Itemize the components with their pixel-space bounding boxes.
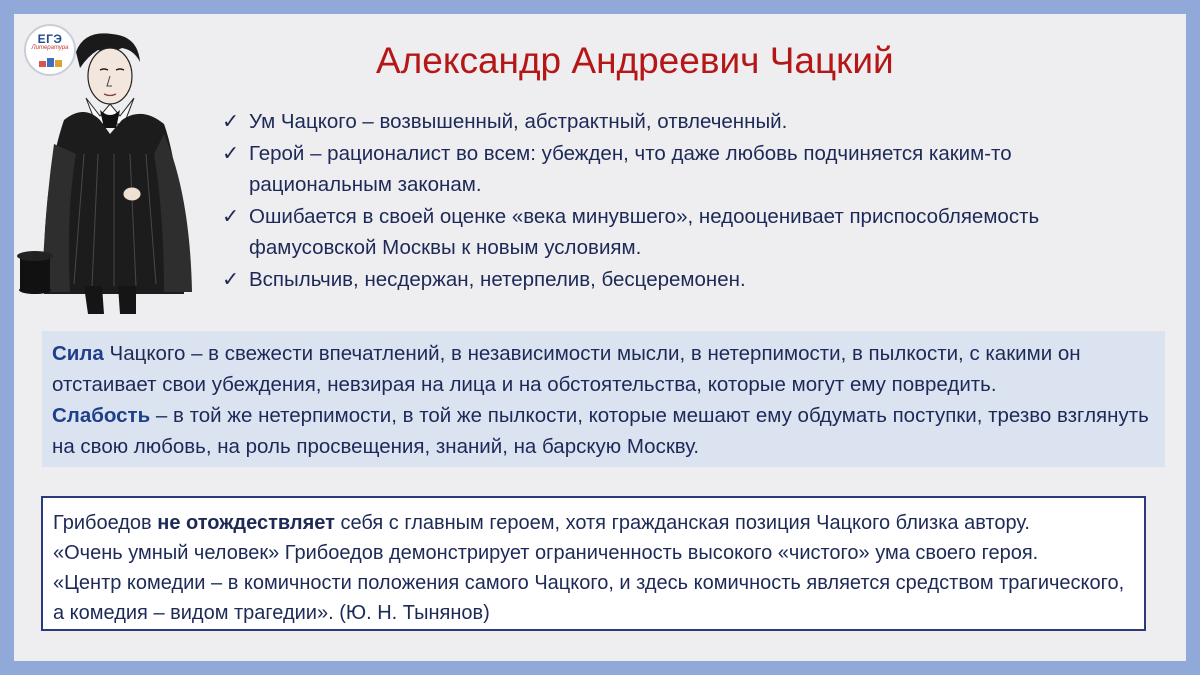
checkmark-icon: ✓ [222,204,240,228]
quote-line-3: «Центр комедии – в комичности положения самого Чацкого, и здесь комичность является средством трагического, а комедия – видом трагедии». (Ю. Н. Тынянов) [53,572,1125,624]
quote-line-1-start: Грибоедов [53,512,158,534]
page-title: Александр Андреевич Чацкий [376,40,894,81]
quote-line-1-end: себя с главным героем, хотя гражданская позиция Чацкого близка автору. [334,512,1030,534]
weakness-paragraph [52,400,1155,462]
author-position-box [41,496,1146,631]
weakness-label: Слабость [52,404,151,427]
chatsky-portrait-icon [14,24,214,314]
list-item [222,201,1102,264]
list-item-text: Ум Чацкого – возвышенный, абстрактный, отвлеченный. [249,110,788,133]
checkmark-icon: ✓ [222,110,240,133]
list-item [222,138,1102,201]
list-item [222,264,1102,296]
logo-subtitle: Литература [31,45,69,51]
list-item-text: Герой – рационалист во всем: убежден, что даже любовь подчиняется каким-то рациональным законам. [249,141,1012,196]
list-item-text: Вспыльчив, несдержан, нетерпелив, бесцеремонен. [249,267,746,291]
strength-weakness-box [42,331,1165,467]
checkmark-icon: ✓ [222,267,240,291]
quote-line-2: «Очень умный человек» Грибоедов демонстрирует ограниченность высокого «чистого» ума своего героя. [53,542,1039,564]
characteristics-list [222,106,1102,295]
slide [14,14,1186,661]
logo-title: ЕГЭ [37,32,63,46]
list-item-text: Ошибается в своей оценке «века минувшего», недооценивает приспособляемость фамусовской Москвы к новым условиям. [249,204,1040,259]
strength-paragraph [52,338,1155,400]
strength-text: Чацкого – в свежести впечатлений, в независимости мысли, в нетерпимости, в пылкости, с какими он отстаивает свои убеждения, невзирая на лица и на обстоятельства, которые могут ему повредить. [52,342,1081,396]
checkmark-icon: ✓ [222,141,240,165]
strength-label: Сила [52,342,104,365]
quote-emphasis: не отождествляет [157,512,335,534]
list-item [222,106,1102,138]
quote-line-1 [53,508,1134,538]
weakness-text: – в той же нетерпимости, в той же пылкости, которые мешают ему обдумать поступки, трезво взглянуть на свою любовь, на роль просвещения, знаний, на барскую Москву. [52,404,1149,458]
